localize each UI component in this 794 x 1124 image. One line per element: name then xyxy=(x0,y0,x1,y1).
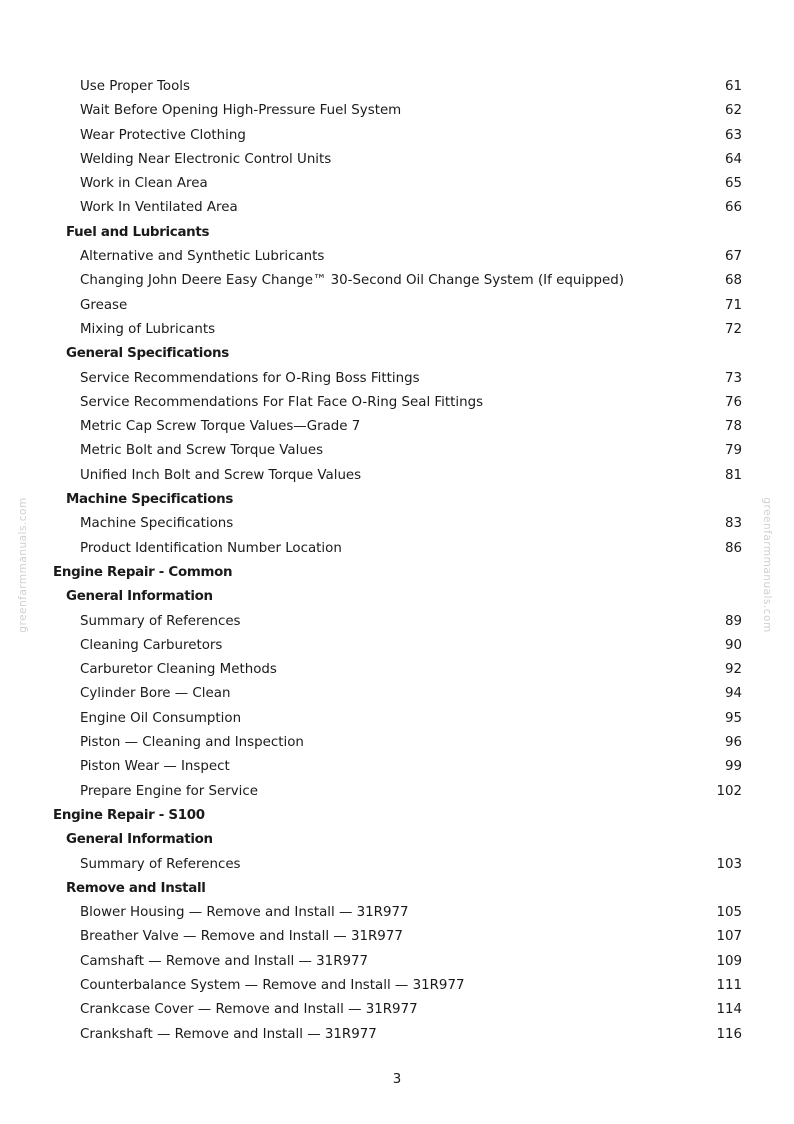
watermark-right: greenfarmmanuals.com xyxy=(761,497,773,633)
toc-entry-page-number: 62 xyxy=(724,103,742,119)
table-of-contents xyxy=(0,75,794,1047)
toc-entry[interactable] xyxy=(0,537,794,561)
toc-entry-page-number: 76 xyxy=(724,394,742,410)
toc-entry[interactable] xyxy=(0,172,794,196)
toc-entry[interactable] xyxy=(0,367,794,391)
toc-entry-title: Machine Specifications xyxy=(66,492,234,508)
toc-entry-page-number: 96 xyxy=(724,735,742,751)
toc-entry-page-number: 105 xyxy=(716,905,742,921)
toc-entry-title: Service Recommendations for O-Ring Boss Fittings xyxy=(80,370,420,386)
toc-entry-page-number: 79 xyxy=(724,443,742,459)
toc-entry-page-number: 86 xyxy=(724,540,742,556)
toc-entry-page-number: 109 xyxy=(716,953,742,969)
toc-entry-title: Engine Repair - Common xyxy=(53,564,233,580)
watermark-left: greenfarmmanuals.com xyxy=(17,497,29,633)
toc-entry-page-number: 94 xyxy=(724,686,742,702)
toc-entry-title: Prepare Engine for Service xyxy=(80,783,259,799)
toc-entry[interactable] xyxy=(0,99,794,123)
toc-entry-title: Breather Valve — Remove and Install — 31R977 xyxy=(80,929,403,945)
toc-subsection-heading xyxy=(0,221,794,245)
toc-entry[interactable] xyxy=(0,682,794,706)
toc-entry-title: Blower Housing — Remove and Install — 31R977 xyxy=(80,905,409,921)
toc-entry[interactable] xyxy=(0,245,794,269)
toc-entry[interactable] xyxy=(0,415,794,439)
toc-entry-page-number: 63 xyxy=(724,127,742,143)
toc-entry-title: Service Recommendations For Flat Face O-Ring Seal Fittings xyxy=(80,394,484,410)
toc-entry[interactable] xyxy=(0,901,794,925)
toc-entry-title: Work in Clean Area xyxy=(80,176,208,192)
toc-entry-page-number: 83 xyxy=(724,516,742,532)
toc-entry-title: Engine Repair - S100 xyxy=(53,807,205,823)
toc-entry-title: Cylinder Bore — Clean xyxy=(80,686,231,702)
toc-entry-title: Engine Oil Consumption xyxy=(80,710,242,726)
toc-subsection-heading xyxy=(0,342,794,366)
toc-entry-page-number: 67 xyxy=(724,249,742,265)
toc-entry-title: Crankshaft — Remove and Install — 31R977 xyxy=(80,1026,377,1042)
toc-entry[interactable] xyxy=(0,707,794,731)
toc-entry-title: Piston Wear — Inspect xyxy=(80,759,230,775)
toc-entry-title: Metric Cap Screw Torque Values—Grade 7 xyxy=(80,419,361,435)
toc-entry-page-number: 78 xyxy=(724,419,742,435)
toc-entry[interactable] xyxy=(0,974,794,998)
toc-entry-title: Fuel and Lubricants xyxy=(66,224,210,240)
toc-entry-page-number: 61 xyxy=(724,79,742,94)
toc-entry[interactable] xyxy=(0,755,794,779)
toc-entry[interactable] xyxy=(0,925,794,949)
toc-entry-page-number: 64 xyxy=(724,151,742,167)
toc-entry-page-number: 71 xyxy=(724,297,742,313)
toc-subsection-heading xyxy=(0,585,794,609)
toc-entry-title: Unified Inch Bolt and Screw Torque Values xyxy=(80,467,362,483)
toc-entry[interactable] xyxy=(0,780,794,804)
toc-entry[interactable] xyxy=(0,998,794,1022)
toc-entry-title: Welding Near Electronic Control Units xyxy=(80,151,332,167)
toc-entry-title: Remove and Install xyxy=(66,880,206,896)
toc-entry[interactable] xyxy=(0,512,794,536)
toc-entry-title: Machine Specifications xyxy=(80,516,234,532)
toc-entry[interactable] xyxy=(0,196,794,220)
toc-entry-title: General Information xyxy=(66,589,213,605)
toc-entry-title: General Information xyxy=(66,832,213,848)
toc-entry-page-number: 73 xyxy=(724,370,742,386)
toc-entry-page-number: 90 xyxy=(724,637,742,653)
toc-entry-title: Metric Bolt and Screw Torque Values xyxy=(80,443,324,459)
toc-entry-page-number: 68 xyxy=(724,273,742,289)
toc-entry-page-number: 81 xyxy=(724,467,742,483)
toc-entry[interactable] xyxy=(0,269,794,293)
toc-entry[interactable] xyxy=(0,439,794,463)
toc-entry-title: Product Identification Number Location xyxy=(80,540,342,556)
toc-entry[interactable] xyxy=(0,658,794,682)
toc-entry-title: General Specifications xyxy=(66,346,229,362)
page-number: 3 xyxy=(392,1072,402,1087)
toc-entry[interactable] xyxy=(0,294,794,318)
toc-entry-page-number: 107 xyxy=(716,929,742,945)
toc-entry-title: Cleaning Carburetors xyxy=(80,637,223,653)
toc-section-heading xyxy=(0,804,794,828)
toc-entry-title: Carburetor Cleaning Methods xyxy=(80,662,277,678)
toc-entry-title: Work In Ventilated Area xyxy=(80,200,238,216)
toc-entry[interactable] xyxy=(0,464,794,488)
toc-entry[interactable] xyxy=(0,610,794,634)
toc-entry[interactable] xyxy=(0,950,794,974)
toc-entry-title: Piston — Cleaning and Inspection xyxy=(80,735,304,751)
toc-entry-title: Counterbalance System — Remove and Install — 31R977 xyxy=(80,977,465,993)
toc-entry-page-number: 111 xyxy=(716,977,742,993)
toc-entry[interactable] xyxy=(0,634,794,658)
toc-entry-title: Wear Protective Clothing xyxy=(80,127,246,143)
toc-entry-title: Crankcase Cover — Remove and Install — 31R977 xyxy=(80,1002,418,1018)
toc-entry-page-number: 103 xyxy=(716,856,742,872)
toc-entry[interactable] xyxy=(0,731,794,755)
toc-entry-page-number: 102 xyxy=(716,783,742,799)
toc-entry-page-number: 99 xyxy=(724,759,742,775)
toc-entry-page-number: 116 xyxy=(716,1026,742,1042)
toc-entry[interactable] xyxy=(0,148,794,172)
toc-subsection-heading xyxy=(0,877,794,901)
toc-entry[interactable] xyxy=(0,75,794,99)
toc-entry-page-number: 89 xyxy=(724,613,742,629)
toc-subsection-heading xyxy=(0,828,794,852)
toc-entry-page-number: 95 xyxy=(724,710,742,726)
toc-entry-title: Grease xyxy=(80,297,128,313)
toc-entry-title: Alternative and Synthetic Lubricants xyxy=(80,249,325,265)
toc-entry-title: Wait Before Opening High-Pressure Fuel System xyxy=(80,103,402,119)
toc-entry-title: Summary of References xyxy=(80,856,241,872)
toc-entry-page-number: 65 xyxy=(724,176,742,192)
toc-entry[interactable] xyxy=(0,124,794,148)
toc-entry-title: Mixing of Lubricants xyxy=(80,321,216,337)
toc-entry[interactable] xyxy=(0,391,794,415)
toc-entry-page-number: 66 xyxy=(724,200,742,216)
toc-entry-title: Use Proper Tools xyxy=(80,79,191,94)
toc-entry-title: Summary of References xyxy=(80,613,241,629)
toc-entry-page-number: 72 xyxy=(724,321,742,337)
toc-entry-page-number: 114 xyxy=(716,1002,742,1018)
toc-entry-title: Changing John Deere Easy Change™ 30-Second Oil Change System (If equipped) xyxy=(80,273,625,289)
toc-section-heading xyxy=(0,561,794,585)
toc-entry-title: Camshaft — Remove and Install — 31R977 xyxy=(80,953,369,969)
toc-entry[interactable] xyxy=(0,853,794,877)
toc-subsection-heading xyxy=(0,488,794,512)
toc-entry-page-number: 92 xyxy=(724,662,742,678)
toc-entry[interactable] xyxy=(0,318,794,342)
toc-entry[interactable] xyxy=(0,1023,794,1047)
